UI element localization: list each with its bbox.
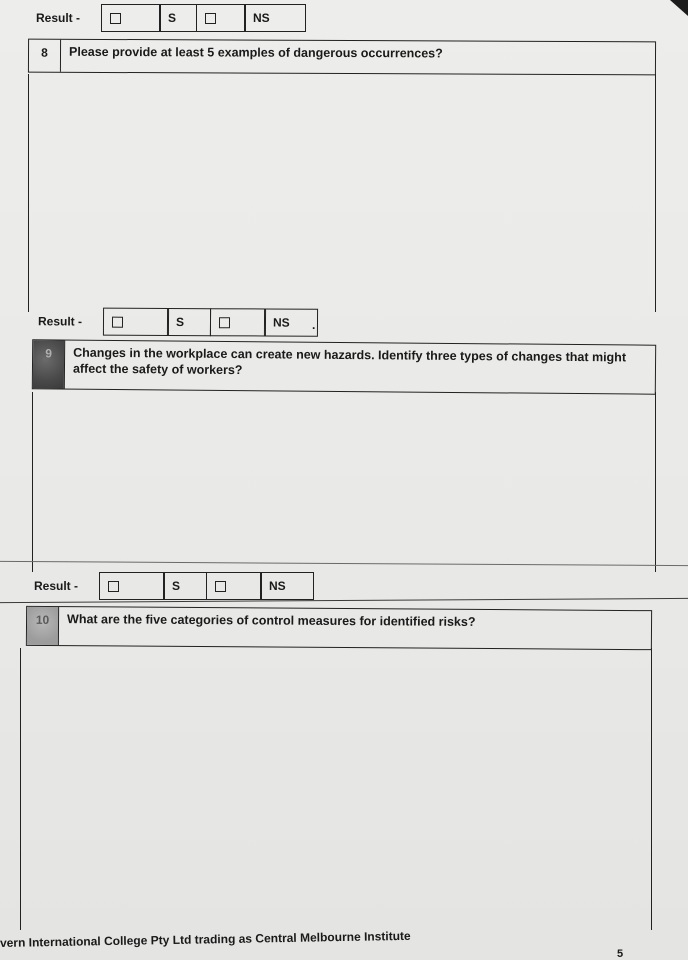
not-satisfactory-checkbox[interactable] (205, 13, 216, 24)
result-label: Result - (37, 314, 83, 329)
not-satisfactory-label: NS (260, 572, 314, 600)
satisfactory-checkbox[interactable] (111, 316, 122, 327)
stray-mark: . (312, 318, 316, 332)
question-text: What are the five categories of control measures for identified risks? (67, 612, 476, 629)
satisfactory-label: S (159, 4, 197, 32)
question-number: 8 (29, 40, 61, 72)
answer-area-q8[interactable] (28, 74, 656, 312)
satisfactory-label: S (163, 572, 207, 600)
result-row-q9 (26, 572, 314, 600)
satisfactory-checkbox[interactable] (108, 581, 119, 592)
question-text: Changes in the workplace can create new hazards. Identify three types of changes that might affect the safety of workers? (72, 345, 627, 378)
result-row-q8 (30, 307, 318, 337)
not-satisfactory-checkbox[interactable] (218, 317, 229, 328)
result-label: Result - (34, 579, 79, 593)
answer-area-q9[interactable] (32, 392, 656, 572)
not-satisfactory-checkbox-cell[interactable] (209, 308, 265, 336)
page-number: 5 (617, 948, 624, 960)
result-row-q7 (28, 4, 306, 32)
page-corner-shadow (670, 0, 688, 16)
footer-organization: vern International College Pty Ltd trading as Central Melbourne Institute (0, 928, 411, 950)
question-10 (26, 606, 652, 650)
satisfactory-label: S (167, 308, 211, 336)
satisfactory-checkbox-cell[interactable] (102, 308, 168, 336)
satisfactory-checkbox-cell[interactable] (99, 572, 165, 600)
result-label: Result - (36, 11, 81, 25)
question-number: 10 (27, 607, 59, 645)
question-number: 9 (33, 340, 65, 388)
question-8 (28, 39, 656, 76)
not-satisfactory-label: NS (264, 308, 318, 336)
not-satisfactory-checkbox-cell[interactable] (196, 4, 246, 32)
satisfactory-checkbox-cell[interactable] (101, 4, 161, 32)
not-satisfactory-checkbox-cell[interactable] (206, 572, 262, 600)
satisfactory-checkbox[interactable] (110, 13, 121, 24)
not-satisfactory-label: NS (244, 4, 306, 32)
question-text: Please provide at least 5 examples of dangerous occurrences? (68, 44, 443, 61)
answer-area-q10[interactable] (20, 648, 652, 930)
not-satisfactory-checkbox[interactable] (215, 581, 226, 592)
question-9 (32, 339, 656, 394)
